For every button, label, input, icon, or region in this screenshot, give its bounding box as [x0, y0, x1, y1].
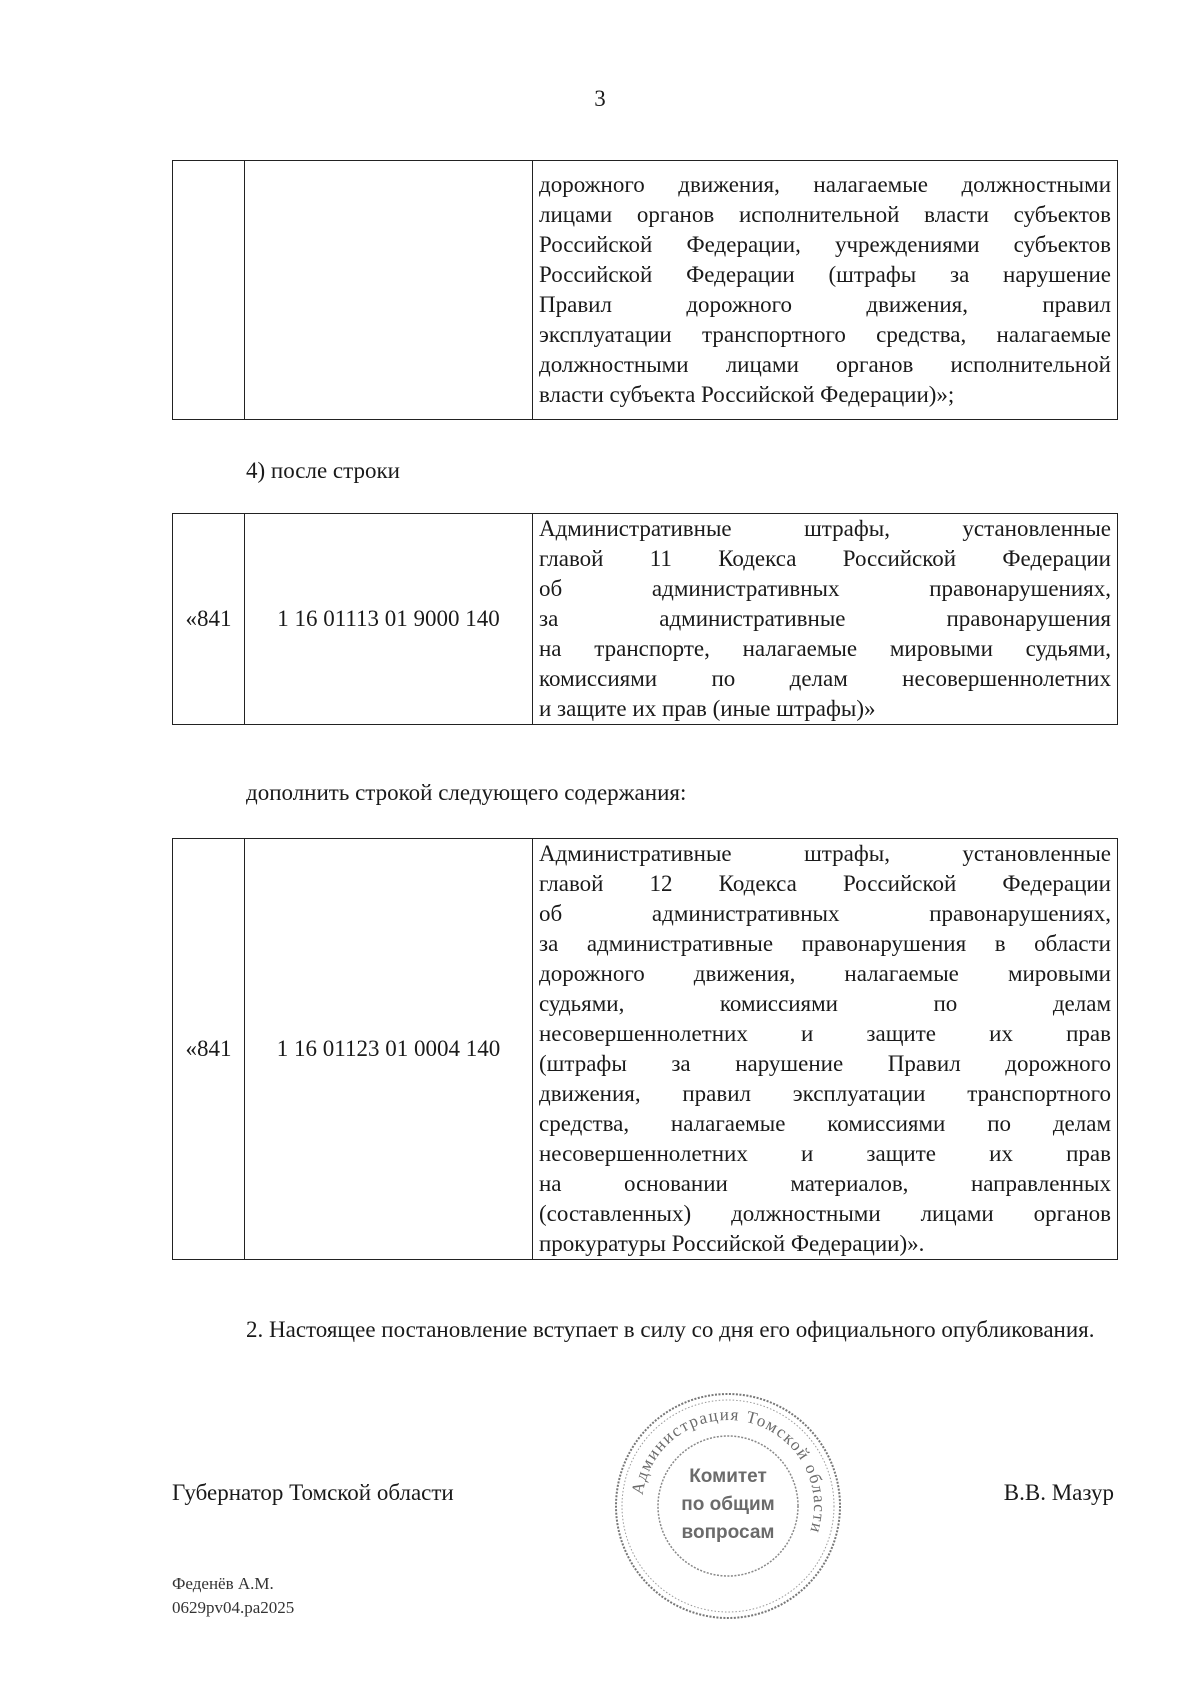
- table-continuation: [172, 160, 1118, 420]
- table-cell-description: [533, 514, 1118, 725]
- supplement-text: дополнить строкой следующего содержания:: [246, 780, 687, 805]
- signatory-name: В.В. Мазур: [1003, 1480, 1114, 1505]
- footer-author: Феденёв А.М.: [172, 1574, 274, 1593]
- description-line: должностными лицами органов исполнительной: [539, 352, 1111, 377]
- description-line: власти субъекта Российской Федерации)»;: [539, 382, 955, 407]
- description-line: Правил дорожного движения, правил: [539, 292, 1111, 317]
- description-line: главой 12 Кодекса Российской Федерации: [539, 871, 1111, 896]
- stamp-ring-text: Администрация Томской области: [627, 1404, 830, 1537]
- description-line: (штрафы за нарушение Правил дорожного: [539, 1051, 1111, 1076]
- footer-doc-code: 0629pv04.pa2025: [172, 1598, 295, 1617]
- signatory-title: Губернатор Томской области: [172, 1480, 454, 1505]
- description-line: об административных правонарушениях,: [539, 901, 1111, 926]
- description-line: эксплуатации транспортного средства, налагаемые: [539, 322, 1111, 347]
- description-line: (составленных) должностными лицами органов: [539, 1201, 1111, 1226]
- description-line: дорожного движения, налагаемые мировыми: [539, 961, 1111, 986]
- page-number: 3: [594, 86, 606, 111]
- description-line: и защите их прав (иные штрафы)»: [539, 696, 876, 721]
- description-line: лицами органов исполнительной власти субъектов: [539, 202, 1111, 227]
- table-cell-description: [533, 839, 1118, 1260]
- description-line: прокуратуры Российской Федерации)».: [539, 1231, 925, 1256]
- table-cell-income-code: 1 16 01123 01 0004 140: [245, 839, 533, 1260]
- description-line: за административные правонарушения: [539, 606, 1111, 631]
- description-line: средства, налагаемые комиссиями по делам: [539, 1111, 1111, 1136]
- description-line: Административные штрафы, установленные: [539, 841, 1111, 866]
- description-line: на основании материалов, направленных: [539, 1171, 1111, 1196]
- description-line: Российской Федерации (штрафы за нарушение: [539, 262, 1111, 287]
- description-line: за административные правонарушения в области: [539, 931, 1111, 956]
- table-row: [173, 839, 1118, 1260]
- stamp-line-2: по общим: [681, 1494, 775, 1515]
- table-row: [173, 161, 1118, 420]
- signature-block: [0, 1480, 1200, 1520]
- stamp-line-1: Комитет: [689, 1466, 767, 1487]
- description-line: на транспорте, налагаемые мировыми судьями,: [539, 636, 1111, 661]
- description-line: главой 11 Кодекса Российской Федерации: [539, 546, 1111, 571]
- table-existing-row: [172, 513, 1118, 725]
- table-new-row: [172, 838, 1118, 1260]
- item-2-text: 2. Настоящее постановление вступает в силу со дня его официального опубликования.: [246, 1317, 1095, 1342]
- table-cell-description: [533, 161, 1118, 420]
- description-line: комиссиями по делам несовершеннолетних: [539, 666, 1111, 691]
- description-line: судьями, комиссиями по делам: [539, 991, 1111, 1016]
- description-line: об административных правонарушениях,: [539, 576, 1111, 601]
- description-line: несовершеннолетних и защите их прав: [539, 1021, 1111, 1046]
- table-cell-budget-code: «841: [173, 839, 245, 1260]
- table-cell-budget-code: «841: [173, 514, 245, 725]
- description-line: Российской Федерации, учреждениями субъектов: [539, 232, 1111, 257]
- table-cell-income-code: 1 16 01113 01 9000 140: [245, 514, 533, 725]
- description-line: Административные штрафы, установленные: [539, 516, 1111, 541]
- stamp-line-3: вопросам: [681, 1522, 775, 1543]
- footer: [172, 1572, 294, 1620]
- item-4-text: 4) после строки: [246, 458, 400, 483]
- description-line: движения, правил эксплуатации транспортного: [539, 1081, 1111, 1106]
- description-line: дорожного движения, налагаемые должностными: [539, 172, 1111, 197]
- table-cell-income-code: [245, 161, 533, 420]
- table-row: [173, 514, 1118, 725]
- table-cell-budget-code: [173, 161, 245, 420]
- description-line: несовершеннолетних и защите их прав: [539, 1141, 1111, 1166]
